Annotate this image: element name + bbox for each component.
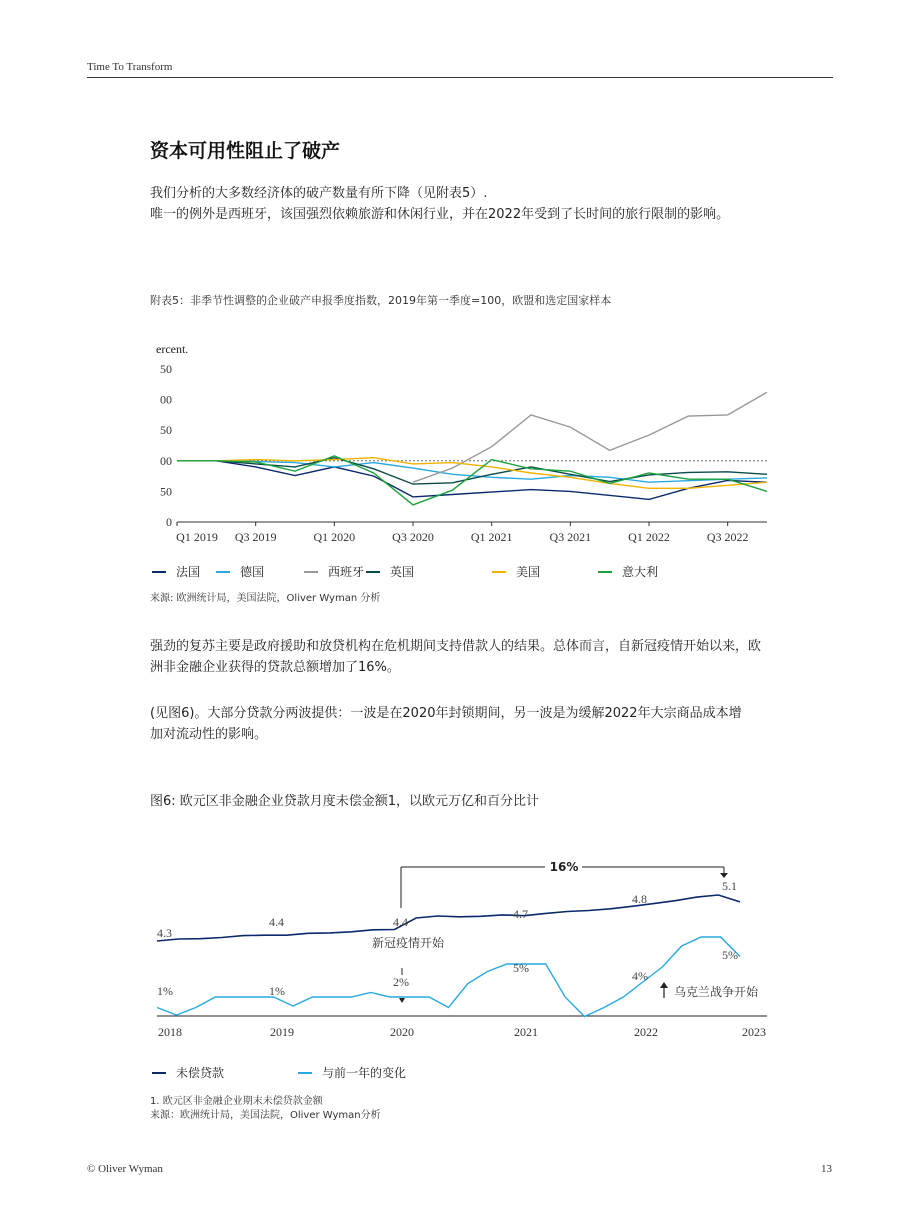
figure5-x-tick-label: Q1 2021 <box>470 530 513 544</box>
figure5-x-tick-label: Q3 2021 <box>549 530 592 544</box>
legend-germany-label: 德国 <box>240 565 265 579</box>
legend-yoy-swatch <box>298 1072 312 1074</box>
legend-italy <box>598 563 658 580</box>
figure5-y-tick-label: 50 <box>160 423 172 438</box>
figure5-x-tick-label: Q3 2020 <box>392 530 434 544</box>
figure6-covid-arrow <box>399 998 405 1003</box>
figure6-yoy-value-label: 1% <box>269 984 285 998</box>
figure5-x-tick-label: Q3 2022 <box>706 530 749 544</box>
legend-yoy <box>298 1064 406 1081</box>
figure6-x-tick-label: 2020 <box>390 1025 414 1039</box>
figure5-y-tick-label: 50 <box>160 484 172 499</box>
figure5-y-axis-label: ercent. <box>156 342 189 356</box>
figure6-yoy-value-label: 4% <box>632 969 648 983</box>
header-rule <box>87 77 833 78</box>
footer-page-number: 13 <box>821 1163 832 1175</box>
legend-uk <box>366 563 414 580</box>
legend-germany-swatch <box>216 571 230 573</box>
legend-loans <box>152 1064 224 1081</box>
intro-paragraph <box>150 183 750 225</box>
legend-uk-label: 英国 <box>390 565 415 579</box>
intro-line-2: 唯一的例外是西班牙，该国强烈依赖旅游和休闲行业，并在2022年受到了长时间的旅行限制的影响。 <box>150 207 730 222</box>
figure6-growth-arrow <box>720 873 728 878</box>
legend-loans-swatch <box>152 1072 166 1074</box>
figure5-y-tick-label: 00 <box>160 453 172 468</box>
figure6-loan-value-label: 4.4 <box>393 915 408 929</box>
figure6-loan-value-label: 4.7 <box>513 907 528 921</box>
legend-germany <box>216 563 264 580</box>
footer-copyright: © Oliver Wyman <box>87 1163 163 1175</box>
figure5-x-tick-label: Q1 2022 <box>628 530 670 544</box>
figure6-chart <box>140 850 780 1050</box>
figure6-x-tick-label: 2022 <box>634 1025 658 1039</box>
figure5-x-tick-label: Q1 2019 <box>176 530 218 544</box>
figure6-x-tick-label: 2019 <box>270 1025 294 1039</box>
figure6-yoy-line <box>157 937 740 1017</box>
figure6-loan-value-label: 5.1 <box>722 879 737 893</box>
figure6-x-tick-label: 2018 <box>158 1025 182 1039</box>
legend-spain-label: 西班牙 <box>328 565 365 579</box>
figure6-yoy-value-label: 5% <box>722 948 738 962</box>
legend-spain <box>304 563 364 580</box>
figure5-x-tick-label: Q1 2020 <box>313 530 356 544</box>
figure5-y-tick-label: 50 <box>160 362 172 376</box>
figure5-y-tick-label: 0 <box>166 515 172 529</box>
figure6-x-tick-label: 2023 <box>742 1025 766 1039</box>
figure5-y-tick-label: 00 <box>160 392 172 407</box>
figure5-caption: 附表5：非季节性调整的企业破产申报季度指数，2019年第一季度=100，欧盟和选定国家样本 <box>150 294 612 307</box>
figure6-loans-line <box>157 895 740 941</box>
intro-line-1: 我们分析的大多数经济体的破产数量有所下降（见附表5）. <box>150 186 488 201</box>
figure6-loan-value-label: 4.8 <box>632 892 647 906</box>
figure6-yoy-value-label: 1% <box>157 984 173 998</box>
legend-usa <box>492 563 540 580</box>
header-title: Time To Transform <box>87 61 173 73</box>
section-title: 资本可用性阻止了破产 <box>150 140 341 162</box>
figure6-covid-label: 新冠疫情开始 <box>372 936 445 950</box>
figure6-x-tick-label: 2021 <box>514 1025 538 1039</box>
figure6-source: 来源：欧洲统计局，美国法院，Oliver Wyman分析 <box>150 1110 381 1121</box>
figure6-war-label: 乌克兰战争开始 <box>674 985 759 999</box>
legend-uk-swatch <box>366 571 380 573</box>
legend-usa-label: 美国 <box>516 565 541 579</box>
figure5-chart <box>140 335 780 585</box>
legend-usa-swatch <box>492 571 506 573</box>
legend-yoy-label: 与前一年的变化 <box>322 1066 407 1080</box>
legend-loans-label: 未偿贷款 <box>176 1066 225 1080</box>
figure6-loan-value-label: 4.3 <box>157 926 172 940</box>
legend-france <box>152 563 200 580</box>
figure5-series-line <box>177 461 767 500</box>
figure6-war-arrow <box>660 982 668 988</box>
figure6-growth-label: 16% <box>549 860 579 874</box>
body-paragraph-3: (见图6)。大部分贷款分两波提供：一波是在2020年封锁期间，另一波是为缓解2022年大宗商品成本增加对流动性的影响。 <box>150 706 742 742</box>
body-paragraph-2: 强劲的复苏主要是政府援助和放贷机构在危机期间支持借款人的结果。总体而言，自新冠疫情开始以来，欧洲非金融企业获得的贷款总额增加了16%。 <box>150 639 762 675</box>
legend-italy-swatch <box>598 571 612 573</box>
figure5-series-line <box>413 392 767 482</box>
figure6-yoy-value-label: 2% <box>393 975 409 989</box>
legend-spain-swatch <box>304 571 318 573</box>
figure6-yoy-value-label: 5% <box>513 961 529 975</box>
figure6-caption: 图6: 欧元区非金融企业贷款月度未偿金额1，以欧元万亿和百分比计 <box>150 794 540 809</box>
figure6-loan-value-label: 4.4 <box>269 915 284 929</box>
figure5-x-tick-label: Q3 2019 <box>234 530 277 544</box>
legend-france-swatch <box>152 571 166 573</box>
figure5-source: 来源: 欧洲统计局，美国法院，Oliver Wyman 分析 <box>150 593 381 604</box>
legend-france-label: 法国 <box>176 565 201 579</box>
legend-italy-label: 意大利 <box>622 565 659 579</box>
figure6-footnote: 1. 欧元区非金融企业期末未偿贷款金额 <box>150 1096 323 1107</box>
